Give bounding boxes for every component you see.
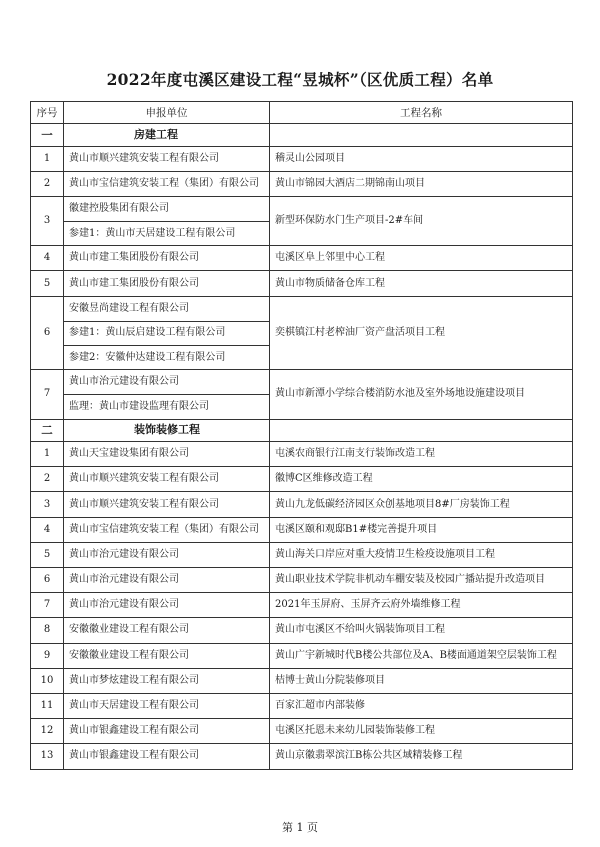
table-row [31,744,573,769]
applicant-unit: 黄山市宝信建筑安装工程（集团）有限公司 [64,171,270,196]
project-name: 黄山市屯溪区不给叫火锅装饰项目工程 [270,618,573,643]
row-number: 2 [31,467,64,492]
project-name: 黄山市物质储备仓库工程 [270,271,573,296]
applicant-unit: 参建2：安徽仲达建设工程有限公司 [64,346,270,370]
table-row [31,196,573,221]
project-name: 新型环保防水门生产项目-2#车间 [270,196,573,245]
table-header-row [31,102,573,124]
section-name: 房建工程 [64,124,270,147]
applicant-unit: 黄山市治元建设有限公司 [64,370,270,395]
table-row [31,618,573,643]
row-number: 12 [31,719,64,744]
table-body [31,124,573,770]
applicant-unit: 安徽徽业建设工程有限公司 [64,618,270,643]
table-row [31,593,573,618]
project-name: 黄山市锦园大酒店二期锦南山项目 [270,171,573,196]
project-name: 屯溪农商银行江南支行装饰改造工程 [270,442,573,467]
row-number: 1 [31,442,64,467]
applicant-unit: 黄山市顺兴建筑安装工程有限公司 [64,492,270,517]
row-number: 7 [31,593,64,618]
project-name: 屯溪区阜上邻里中心工程 [270,246,573,271]
project-name: 屯溪区颐和观邸B1#楼完善提升项目 [270,517,573,542]
section-label: 一 [31,124,64,147]
table-row [31,370,573,395]
page-number: 第 1 页 [282,821,318,834]
project-name: 黄山市新潭小学综合楼消防水池及室外场地设施建设项目 [270,370,573,419]
row-number: 1 [31,146,64,171]
applicant-unit: 黄山市顺兴建筑安装工程有限公司 [64,146,270,171]
applicant-unit: 安徽徽业建设工程有限公司 [64,643,270,668]
row-number: 7 [31,370,64,419]
applicant-unit: 黄山市顺兴建筑安装工程有限公司 [64,467,270,492]
table-row [31,719,573,744]
award-list-table [30,101,573,770]
table-row [31,492,573,517]
table-row [31,668,573,693]
project-name: 屯溪区托恩未来幼儿园装饰装修工程 [270,719,573,744]
section-blank [270,419,573,442]
table-row [31,271,573,296]
applicant-unit: 黄山市梦炫建设工程有限公司 [64,668,270,693]
applicant-unit: 参建1：黄山市天居建设工程有限公司 [64,222,270,246]
section-row [31,124,573,147]
row-number: 6 [31,296,64,370]
row-number: 3 [31,492,64,517]
row-number: 13 [31,744,64,769]
section-name: 装饰装修工程 [64,419,270,442]
applicant-unit: 黄山市银鑫建设工程有限公司 [64,744,270,769]
project-name: 2021年玉屏府、玉屏齐云府外墙维修工程 [270,593,573,618]
table-row [31,517,573,542]
project-name: 桔博士黄山分院装修项目 [270,668,573,693]
table-row [31,171,573,196]
table-row [31,146,573,171]
row-number: 4 [31,517,64,542]
table-row [31,643,573,668]
row-number: 6 [31,568,64,593]
table-row [31,442,573,467]
applicant-unit: 安徽昱尚建设工程有限公司 [64,296,270,321]
row-number: 10 [31,668,64,693]
project-name: 黄山职业技术学院非机动车棚安装及校园广播站提升改造项目 [270,568,573,593]
row-number: 9 [31,643,64,668]
table-row [31,693,573,718]
row-number: 4 [31,246,64,271]
section-label: 二 [31,419,64,442]
applicant-unit: 黄山市建工集团股份有限公司 [64,271,270,296]
applicant-unit: 黄山市治元建设有限公司 [64,542,270,567]
table-row [31,246,573,271]
project-name: 黄山海关口岸应对重大疫情卫生检疫设施项目工程 [270,542,573,567]
section-blank [270,124,573,147]
applicant-unit: 黄山市天居建设工程有限公司 [64,693,270,718]
table-row [31,467,573,492]
applicant-unit: 徽建控股集团有限公司 [64,196,270,221]
project-name: 百家汇超市内部装修 [270,693,573,718]
applicant-unit: 黄山市宝信建筑安装工程（集团）有限公司 [64,517,270,542]
row-number: 11 [31,693,64,718]
table-row [31,568,573,593]
row-number: 2 [31,171,64,196]
row-number: 3 [31,196,64,245]
applicant-unit: 参建1：黄山辰启建设工程有限公司 [64,321,270,345]
table-row [31,542,573,567]
applicant-unit: 黄山市银鑫建设工程有限公司 [64,719,270,744]
project-name: 黄山京徽翡翠滨江B栋公共区域精装修工程 [270,744,573,769]
row-number: 5 [31,271,64,296]
section-row [31,419,573,442]
applicant-unit: 黄山市治元建设有限公司 [64,568,270,593]
applicant-unit: 监理：黄山市建设监理有限公司 [64,395,270,419]
project-name: 徽博C区维修改造工程 [270,467,573,492]
header-unit: 申报单位 [64,102,270,124]
document-title: 2022年度屯溪区建设工程“昱城杯”（区优质工程）名单 [106,70,494,89]
applicant-unit: 黄山天宝建设集团有限公司 [64,442,270,467]
project-name: 稽灵山公园项目 [270,146,573,171]
project-name: 黄山广宇新城时代B楼公共部位及A、B楼面通道架空层装饰工程 [270,643,573,668]
header-no: 序号 [31,102,64,124]
table-row [31,296,573,321]
applicant-unit: 黄山市建工集团股份有限公司 [64,246,270,271]
row-number: 5 [31,542,64,567]
header-project: 工程名称 [270,102,573,124]
row-number: 8 [31,618,64,643]
applicant-unit: 黄山市治元建设有限公司 [64,593,270,618]
project-name: 黄山九龙低碳经济园区众创基地项目8#厂房装饰工程 [270,492,573,517]
project-name: 奕棋镇江村老榨油厂资产盘活项目工程 [270,296,573,370]
